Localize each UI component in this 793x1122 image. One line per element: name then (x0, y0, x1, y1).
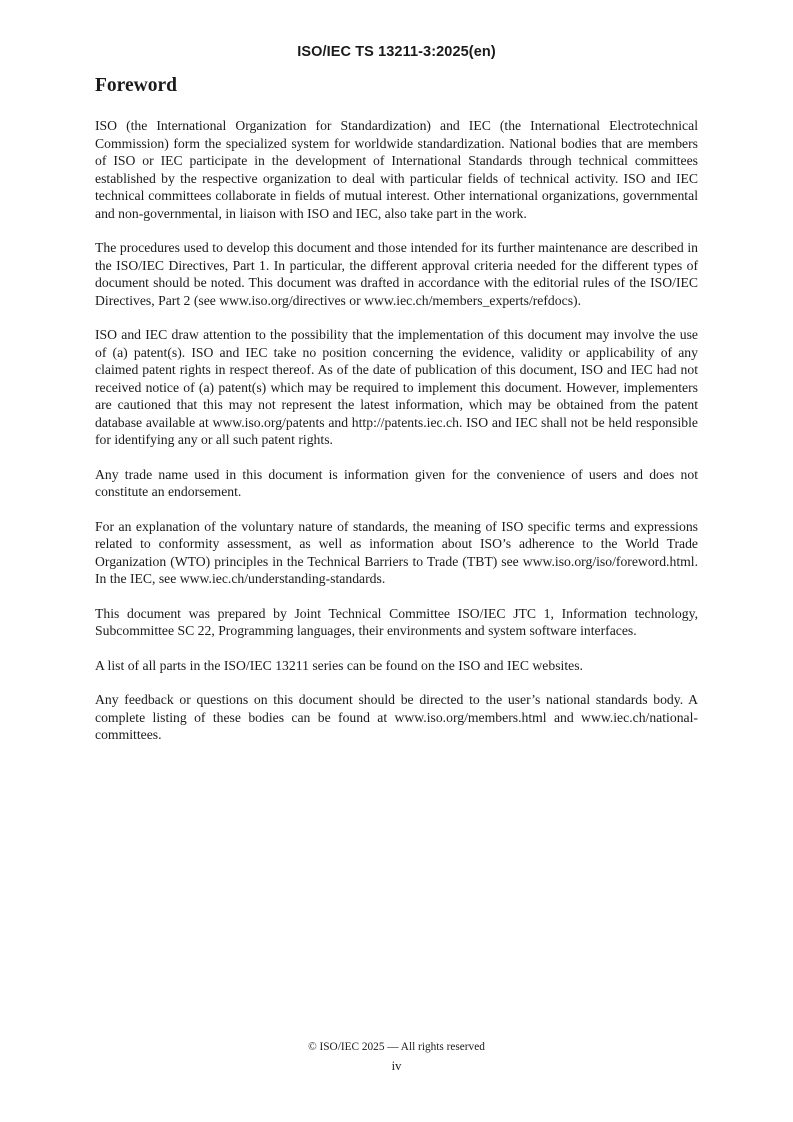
paragraph-iso-iec-intro: ISO (the International Organization for Standardization) and IEC (the International Electrotechnical Commission) form the specialized system for worldwide standardization. National bodies that are members of ISO or IEC participate in the development of International Standards through technical committees established by the respective organization to deal with particular fields of technical activity. ISO and IEC technical committees collaborate in fields of mutual interest. Other international organizations, governmental and non-governmental, in liaison with ISO and IEC, also take part in the work. (95, 118, 698, 221)
paragraph-patents: ISO and IEC draw attention to the possibility that the implementation of this document may involve the use of (a) patent(s). ISO and IEC take no position concerning the evidence, validity or applicability of any claimed patent rights in respect thereof. As of the date of publication of this document, ISO and IEC had not received notice of (a) patent(s) which may be required to implement this document. However, implementers are cautioned that this may not represent the latest information, which may be obtained from the patent database available at www.iso.org/patents and http://patents.iec.ch. ISO and IEC shall not be held responsible for identifying any or all such patent rights. (95, 327, 698, 447)
paragraph-prepared-by: This document was prepared by Joint Technical Committee ISO/IEC JTC 1, Information technology, Subcommittee SC 22, Programming languages, their environments and system software interfaces. (95, 605, 698, 638)
paragraph-procedures: The procedures used to develop this document and those intended for its further maintenance are described in the ISO/IEC Directives, Part 1. In particular, the different approval criteria needed for the different types of document should be noted. This document was drafted in accordance with the editorial rules of the ISO/IEC Directives, Part 2 (see www.iso.org/directives or www.iec.ch/members_experts/refdocs). (95, 240, 698, 308)
page-title: Foreword (95, 75, 177, 96)
page-number: iv (391, 1059, 402, 1073)
foreword-body (95, 117, 698, 761)
document-header: ISO/IEC TS 13211-3:2025(en) (297, 44, 496, 60)
paragraph-voluntary-nature: For an explanation of the voluntary nature of standards, the meaning of ISO specific terms and expressions related to conformity assessment, as well as information about ISO’s adherence to the World Trade Organization (WTO) principles in the Technical Barriers to Trade (TBT) see www.iso.org/iso/foreword.html. In the IEC, see www.iec.ch/understanding-standards. (95, 518, 698, 586)
paragraph-trade-name: Any trade name used in this document is information given for the convenience of users and does not constitute an endorsement. (95, 466, 698, 499)
paragraph-parts-list: A list of all parts in the ISO/IEC 13211 series can be found on the ISO and IEC websites. (95, 657, 583, 673)
copyright-footer: © ISO/IEC 2025 — All rights reserved (308, 1041, 485, 1053)
paragraph-feedback: Any feedback or questions on this document should be directed to the user’s national standards body. A complete listing of these bodies can be found at www.iso.org/members.html and www.iec.ch/national-committees. (95, 692, 698, 742)
